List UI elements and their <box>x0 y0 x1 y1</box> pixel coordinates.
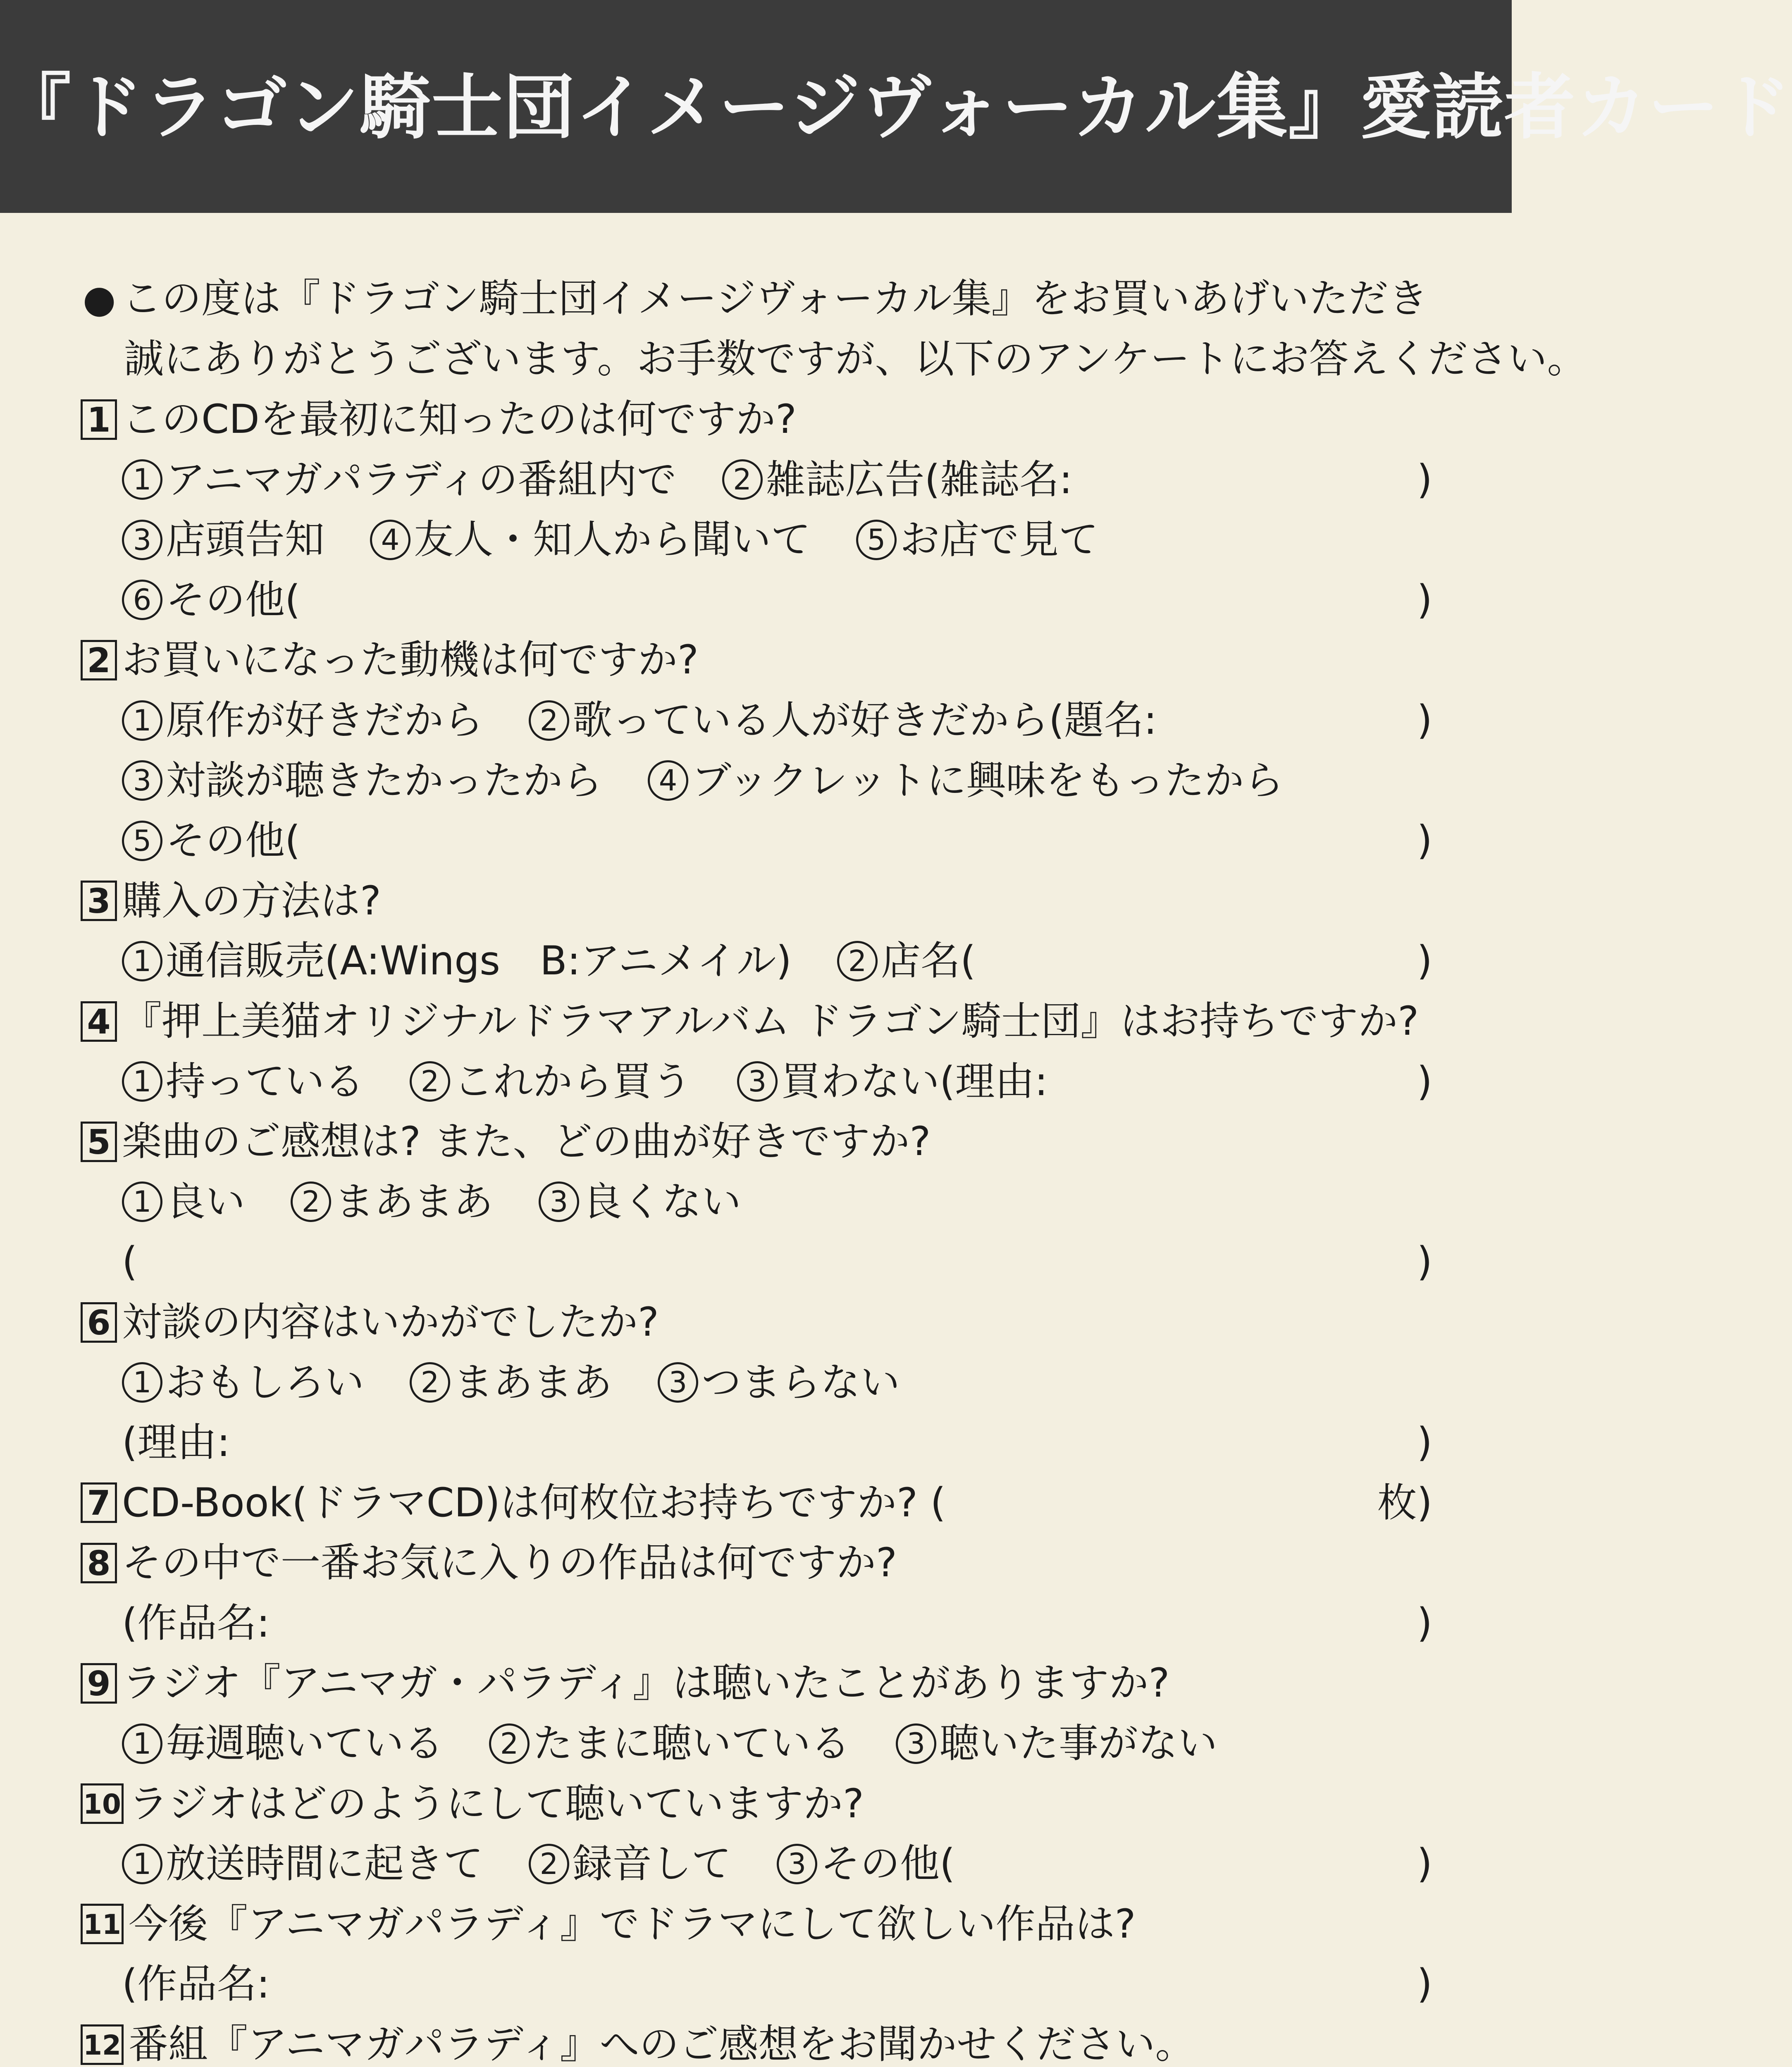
option-label: 放送時間に起きて <box>166 1840 483 1887</box>
option-number: 3 <box>539 1181 579 1222</box>
option[interactable] <box>658 1353 900 1413</box>
q6-reason-row[interactable] <box>81 1413 1432 1473</box>
option[interactable] <box>122 811 300 871</box>
answer-blank-end: ) <box>1417 817 1432 864</box>
reason-label: (理由: <box>122 1419 230 1466</box>
option[interactable] <box>410 1353 612 1413</box>
option-number: 1 <box>122 1362 162 1403</box>
answer-blank-end: ) <box>1417 1961 1432 2007</box>
option[interactable] <box>837 931 976 991</box>
option-label: 原作が好きだから <box>166 697 483 743</box>
question-12 <box>81 2014 1432 2067</box>
option[interactable] <box>122 1172 245 1232</box>
option[interactable] <box>370 510 811 570</box>
option[interactable] <box>648 751 1284 811</box>
q1-options-row-2 <box>81 510 1432 570</box>
q10-options-row-1 <box>81 1834 1432 1894</box>
question-text: CD-Book(ドラマCD)は何枚位お持ちですか? ( <box>122 1479 946 1526</box>
option[interactable] <box>122 1052 364 1112</box>
work-title-label: (作品名: <box>122 1961 270 2007</box>
option-number: 1 <box>122 1723 162 1764</box>
question-11 <box>81 1894 1432 1955</box>
option[interactable] <box>122 751 602 811</box>
question-number: 7 <box>81 1482 117 1523</box>
option-number: 4 <box>648 760 688 801</box>
answer-blank-end: ) <box>1417 1419 1432 1466</box>
option-number: 1 <box>122 700 162 741</box>
option-label: 対談が聴きたかったから <box>166 757 602 804</box>
option-number: 2 <box>529 1844 569 1884</box>
option-number: 2 <box>291 1181 331 1222</box>
option-label: たまに聴いている <box>533 1720 850 1767</box>
answer-blank-end: ) <box>1417 938 1432 984</box>
answer-blank-start: ( <box>122 1239 138 1285</box>
question-text: 『押上美猫オリジナルドラマアルバム ドラゴン騎士団』はお持ちですか? <box>122 998 1419 1044</box>
question-number: 3 <box>81 881 117 921</box>
option[interactable] <box>122 690 483 751</box>
option-number: 2 <box>410 1061 450 1102</box>
answer-blank-end: ) <box>1417 1058 1432 1105</box>
option-label: 持っている <box>166 1058 364 1105</box>
question-number: 4 <box>81 1001 117 1042</box>
option-label: お店で見て <box>900 516 1098 563</box>
intro-paragraph <box>83 269 1587 389</box>
option-label: これから買う <box>453 1058 692 1105</box>
option[interactable] <box>737 1052 1048 1112</box>
question-number: 5 <box>81 1122 117 1162</box>
question-text: 対談の内容はいかがでしたか? <box>122 1298 659 1345</box>
option-number: 3 <box>122 760 162 801</box>
option-number: 3 <box>896 1723 936 1764</box>
option-label: 通信販売(A:Wings B:アニメイル) <box>166 938 792 984</box>
option-number: 2 <box>722 459 763 500</box>
option-label: 良い <box>166 1178 245 1225</box>
question-3 <box>81 871 1432 931</box>
option[interactable] <box>777 1834 955 1894</box>
q9-options-row-1 <box>81 1714 1432 1774</box>
q3-options-row-1 <box>81 931 1432 991</box>
question-5 <box>81 1112 1432 1172</box>
option-label: 録音して <box>573 1840 731 1887</box>
work-title-label: (作品名: <box>122 1599 270 1646</box>
option-label: その他( <box>166 817 301 864</box>
q1-options-row-3 <box>81 570 1432 630</box>
option[interactable] <box>539 1172 741 1232</box>
question-1 <box>81 389 1432 450</box>
option-number: 1 <box>122 941 162 981</box>
option[interactable] <box>529 690 1157 751</box>
q5-answer-row[interactable] <box>81 1232 1432 1292</box>
question-text: ラジオ『アニマガ・パラディ』は聴いたことがありますか? <box>122 1660 1170 1707</box>
option-number: 2 <box>410 1362 450 1403</box>
card-title: 『ドラゴン騎士団イメージヴォーカル集』愛読者カード <box>0 66 1792 149</box>
question-text: このCDを最初に知ったのは何ですか? <box>122 396 797 442</box>
option[interactable] <box>122 1834 483 1894</box>
answer-blank-end: ) <box>1417 697 1432 743</box>
option-number: 2 <box>529 700 569 741</box>
option[interactable] <box>856 510 1098 570</box>
question-text: ラジオはどのようにして聴いていますか? <box>129 1780 864 1827</box>
option-number: 5 <box>856 520 897 560</box>
option-number: 4 <box>370 520 410 560</box>
question-text: 購入の方法は? <box>122 877 381 924</box>
option-number: 1 <box>122 459 162 500</box>
question-number: 12 <box>81 2024 124 2065</box>
q2-options-row-3 <box>81 811 1432 871</box>
option[interactable] <box>122 570 300 630</box>
option-number: 3 <box>737 1061 778 1102</box>
option[interactable] <box>410 1052 692 1112</box>
answer-blank-end: 枚) <box>1377 1479 1432 1526</box>
option-number: 1 <box>122 1844 162 1884</box>
option-number: 6 <box>122 580 162 620</box>
option-label: まあまあ <box>334 1178 493 1225</box>
option-label: 雑誌広告(雑誌名: <box>766 456 1073 503</box>
option-label: おもしろい <box>166 1359 364 1406</box>
question-number: 2 <box>81 640 117 680</box>
question-9 <box>81 1653 1432 1714</box>
option-label: 毎週聴いている <box>166 1720 444 1767</box>
option-label: 友人・知人から聞いて <box>414 516 811 563</box>
question-text: 楽曲のご感想は? また、どの曲が好きですか? <box>122 1118 931 1165</box>
answer-blank-end: ) <box>1417 1239 1432 1285</box>
question-number: 9 <box>81 1663 117 1704</box>
option[interactable] <box>122 1714 444 1774</box>
option-number: 3 <box>122 520 162 560</box>
question-number: 1 <box>81 399 117 440</box>
option[interactable] <box>122 510 325 570</box>
question-8 <box>81 1533 1432 1593</box>
q8-answer-row[interactable] <box>81 1593 1432 1654</box>
intro-line-2: 誠にありがとうございます。お手数ですが、以下のアンケートにお答えください。 <box>124 336 1587 382</box>
option-label: 歌っている人が好きだから(題名: <box>573 697 1157 743</box>
option[interactable] <box>122 1353 364 1413</box>
q5-options-row-1 <box>81 1172 1432 1232</box>
option-label: アニマガパラディの番組内で <box>166 456 677 503</box>
intro-line-1 <box>83 269 1467 329</box>
option-label: まあまあ <box>453 1359 612 1406</box>
question-number: 11 <box>81 1904 124 1944</box>
option-number: 2 <box>837 941 878 981</box>
questionnaire <box>81 389 1432 2067</box>
option-label: 良くない <box>582 1178 741 1225</box>
option-label: 買わない(理由: <box>781 1058 1048 1105</box>
title-banner <box>0 0 1792 213</box>
question-2 <box>81 630 1432 690</box>
question-number: 6 <box>81 1302 117 1343</box>
option-label: ブックレットに興味をもったから <box>692 757 1284 804</box>
question-text: 今後『アニマガパラディ』でドラマにして欲しい作品は? <box>129 1900 1136 1947</box>
answer-blank-end: ) <box>1417 576 1432 623</box>
option-label: 店頭告知 <box>166 516 325 563</box>
option-label: その他( <box>821 1840 955 1887</box>
option[interactable] <box>489 1714 850 1774</box>
question-text: その中で一番お気に入りの作品は何ですか? <box>122 1540 897 1586</box>
option[interactable] <box>291 1172 493 1232</box>
q6-options-row-1 <box>81 1353 1432 1413</box>
option-number: 1 <box>122 1061 162 1102</box>
option[interactable] <box>722 450 1073 510</box>
bullet-icon: ● <box>83 277 116 321</box>
question-7 <box>81 1473 1432 1533</box>
option-number: 2 <box>489 1723 530 1764</box>
answer-blank-end: ) <box>1417 1840 1432 1887</box>
option-label: つまらない <box>702 1359 900 1406</box>
q11-answer-row[interactable] <box>81 1954 1432 2014</box>
option[interactable] <box>896 1714 1217 1774</box>
option[interactable] <box>529 1834 731 1894</box>
option-number: 3 <box>658 1362 698 1403</box>
q4-options-row-1 <box>81 1052 1432 1112</box>
q1-options-row-1 <box>81 450 1432 510</box>
option-label: 聴いた事がない <box>940 1720 1217 1767</box>
question-text: お買いになった動機は何ですか? <box>122 637 699 683</box>
option-number: 3 <box>777 1844 817 1884</box>
option[interactable] <box>122 931 792 991</box>
question-text: 番組『アニマガパラディ』へのご感想をお聞かせください。 <box>129 2021 1195 2067</box>
q2-options-row-1 <box>81 690 1432 751</box>
option-label: 店名( <box>881 938 976 984</box>
answer-blank-end: ) <box>1417 1599 1432 1646</box>
question-number: 10 <box>81 1783 124 1824</box>
q2-options-row-2 <box>81 751 1432 811</box>
option-number: 5 <box>122 821 162 861</box>
question-4 <box>81 991 1432 1052</box>
question-number: 8 <box>81 1543 117 1583</box>
option-number: 1 <box>122 1181 162 1222</box>
question-10 <box>81 1774 1432 1834</box>
option-label: その他( <box>166 576 301 623</box>
option[interactable] <box>122 450 677 510</box>
intro-text-1: この度は『ドラゴン騎士団イメージヴォーカル集』をお買いあげいただき <box>122 275 1428 322</box>
answer-blank-end: ) <box>1417 456 1432 503</box>
question-6 <box>81 1292 1432 1353</box>
